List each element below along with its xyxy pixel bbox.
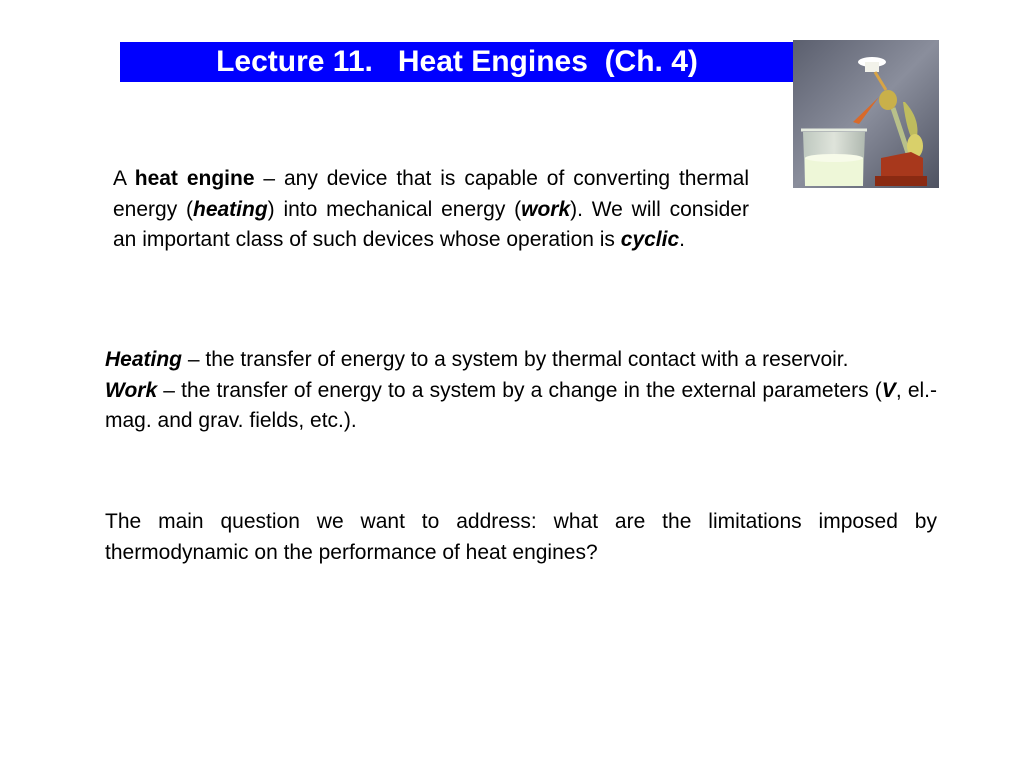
intro-text: ) into mechanical energy ( (267, 197, 522, 221)
term-heat-engine: heat engine (134, 167, 255, 190)
term-cyclic: cyclic (620, 228, 680, 251)
work-text: , el.-mag. and grav. fields, etc.). (105, 378, 938, 432)
term-heating: heating (193, 197, 268, 221)
intro-text: – any device that is capable of converting thermal energy ( (113, 167, 749, 221)
heating-text: – the transfer of energy to a system by thermal contact with a reservoir. (182, 348, 849, 371)
intro-text: ). We will consider an important class of such devices whose operation is (113, 197, 749, 251)
drinking-bird-photo (793, 40, 939, 188)
work-definition (105, 376, 937, 437)
intro-paragraph (113, 164, 749, 256)
work-text: – the transfer of energy to a system by a change in the external parameters ( (157, 378, 882, 402)
term-work: work (521, 197, 571, 221)
heating-term: Heating (105, 348, 183, 371)
intro-text: A (113, 167, 135, 190)
work-term: Work (105, 378, 158, 402)
intro-text: . (679, 228, 685, 251)
heating-definition (105, 345, 937, 376)
volume-symbol: V (881, 378, 896, 402)
title-bar (119, 41, 795, 83)
definitions (105, 345, 937, 437)
main-question: The main question we want to address: what are the limitations imposed by thermodynamic on the performance of heat engines? (105, 510, 937, 564)
slide-title: Lecture 11. Heat Engines (Ch. 4) (216, 45, 698, 78)
